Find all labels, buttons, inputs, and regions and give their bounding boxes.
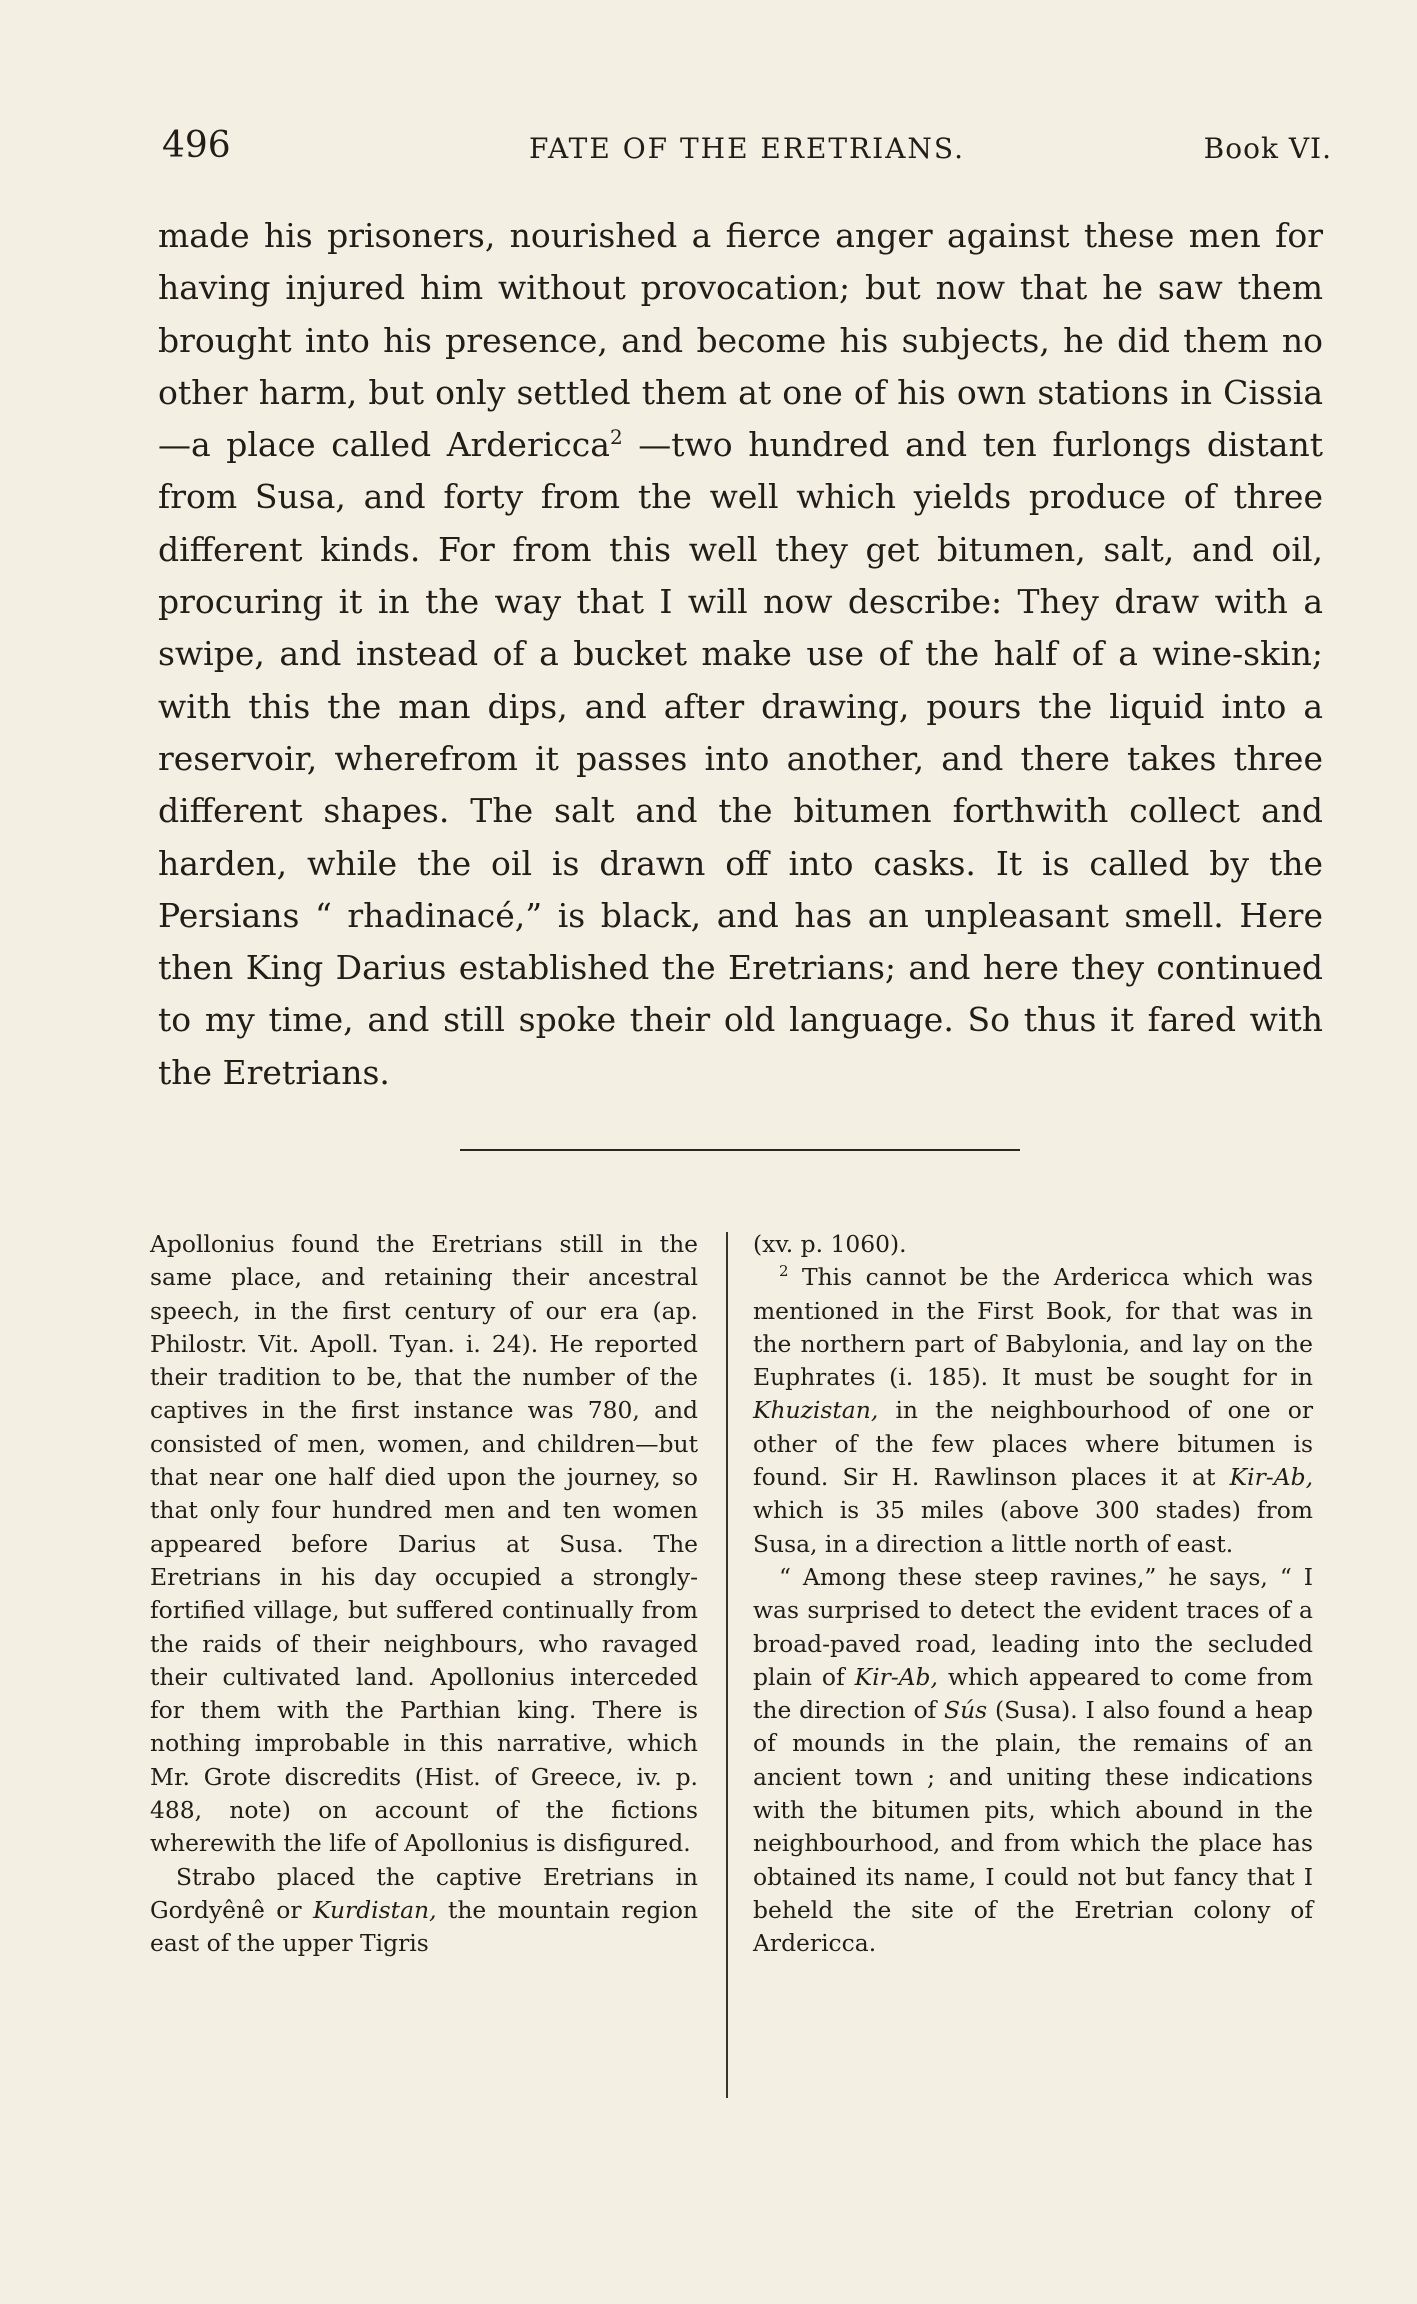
main-text — [158, 210, 1323, 1099]
column-divider — [726, 1232, 728, 2098]
footnote-continuation: (xv. p. 1060). — [753, 1230, 907, 1258]
footnotes — [150, 1228, 1315, 2108]
footnote-ref-2: 2 — [609, 425, 623, 450]
book-label: Book VI. — [1203, 132, 1332, 165]
footnote-column-right — [753, 1228, 1313, 1961]
footnote-quotation: “ Among these steep ravines,” he says, “ I was surprised to detect the evident traces of a broad-paved road, leading into the secluded plain of Kir-Ab, which appeared to come from the direction of Sús (Susa). I also found a heap of mounds in the plain, the remains of an ancient town ; and uniting these indications with the bitumen pits, which abound in the neighbourhood, and from which the place has obtained its name, I could not but fancy that I beheld the site of the Eretrian colony of Ardericca. — [753, 1562, 1313, 1958]
footnote-number: 2 — [779, 1262, 789, 1281]
footnote-paragraph: Apollonius found the Eretrians still in the same place, and retaining their ancestral speech, in the first century of our era (ap. Philostr. Vit. Apoll. Tyan. i. 24). He reported their tradition to be, that the number of the captives in the first instance was 780, and consisted of men, women, and children—but that near one half died upon the journey, so that only four hundred men and ten women appeared before Darius at Susa. The Eretrians in his day occupied a strongly-fortified village, but suffered continually from the raids of their neighbours, who ravaged their cultivated land. Apollonius interceded for them with the Parthian king. There is nothing improbable in this narrative, which Mr. Grote discredits (Hist. of Greece, iv. p. 488, note) on account of the fictions wherewith the life of Apollonius is disfigured. — [150, 1230, 698, 1858]
running-title: FATE OF THE ERETRIANS. — [529, 132, 965, 165]
running-header — [162, 125, 1332, 167]
main-text-part-2: —two hundred and ten furlongs distant from Susa, and forty from the well which yields produce of three different kinds. For from this well they get bitumen, salt, and oil, procuring it in the way that I will now describe: They draw with a swipe, and instead of a bucket make use of the half of a wine-skin; with this the man dips, and after drawing, pours the liquid into a reservoir, wherefrom it passes into another, and there takes three different shapes. The salt and the bitumen forthwith collect and harden, while the oil is drawn off into casks. It is called by the Persians “ rhadinacé,” is black, and has an unpleasant smell. Here then King Darius established the Eretrians; and here they continued to my time, and still spoke their old language. So thus it fared with the Eretrians. — [158, 425, 1324, 1092]
footnote-separator — [460, 1149, 1020, 1151]
footnote-2: $^2$ This cannot be the Ardericca which was mentioned in the First Book, for that was in the northern part of Babylonia, and lay on the Euphrates (i. 185). It must be sought for in Khuzistan, in the neighbourhood of one or other of the few places where bitumen is found. Sir H. Rawlinson places it at Kir-Ab, which is 35 miles (above 300 stades) from Susa, in a direction a little north of east. — [753, 1262, 1314, 1558]
main-text-part-1: made his prisoners, nourished a fierce anger against these men for having injured him without provocation; but now that he saw them brought into his presence, and become his subjects, he did them no other harm, but only settled them at one of his own stations in Cissia—a place called Ardericca — [158, 216, 1323, 465]
footnote-column-left — [150, 1228, 698, 1961]
page-number: 496 — [162, 125, 231, 166]
footnote-paragraph: Strabo placed the captive Eretrians in Gordyênê or Kurdistan, the mountain region east of the upper Tigris — [150, 1862, 698, 1958]
